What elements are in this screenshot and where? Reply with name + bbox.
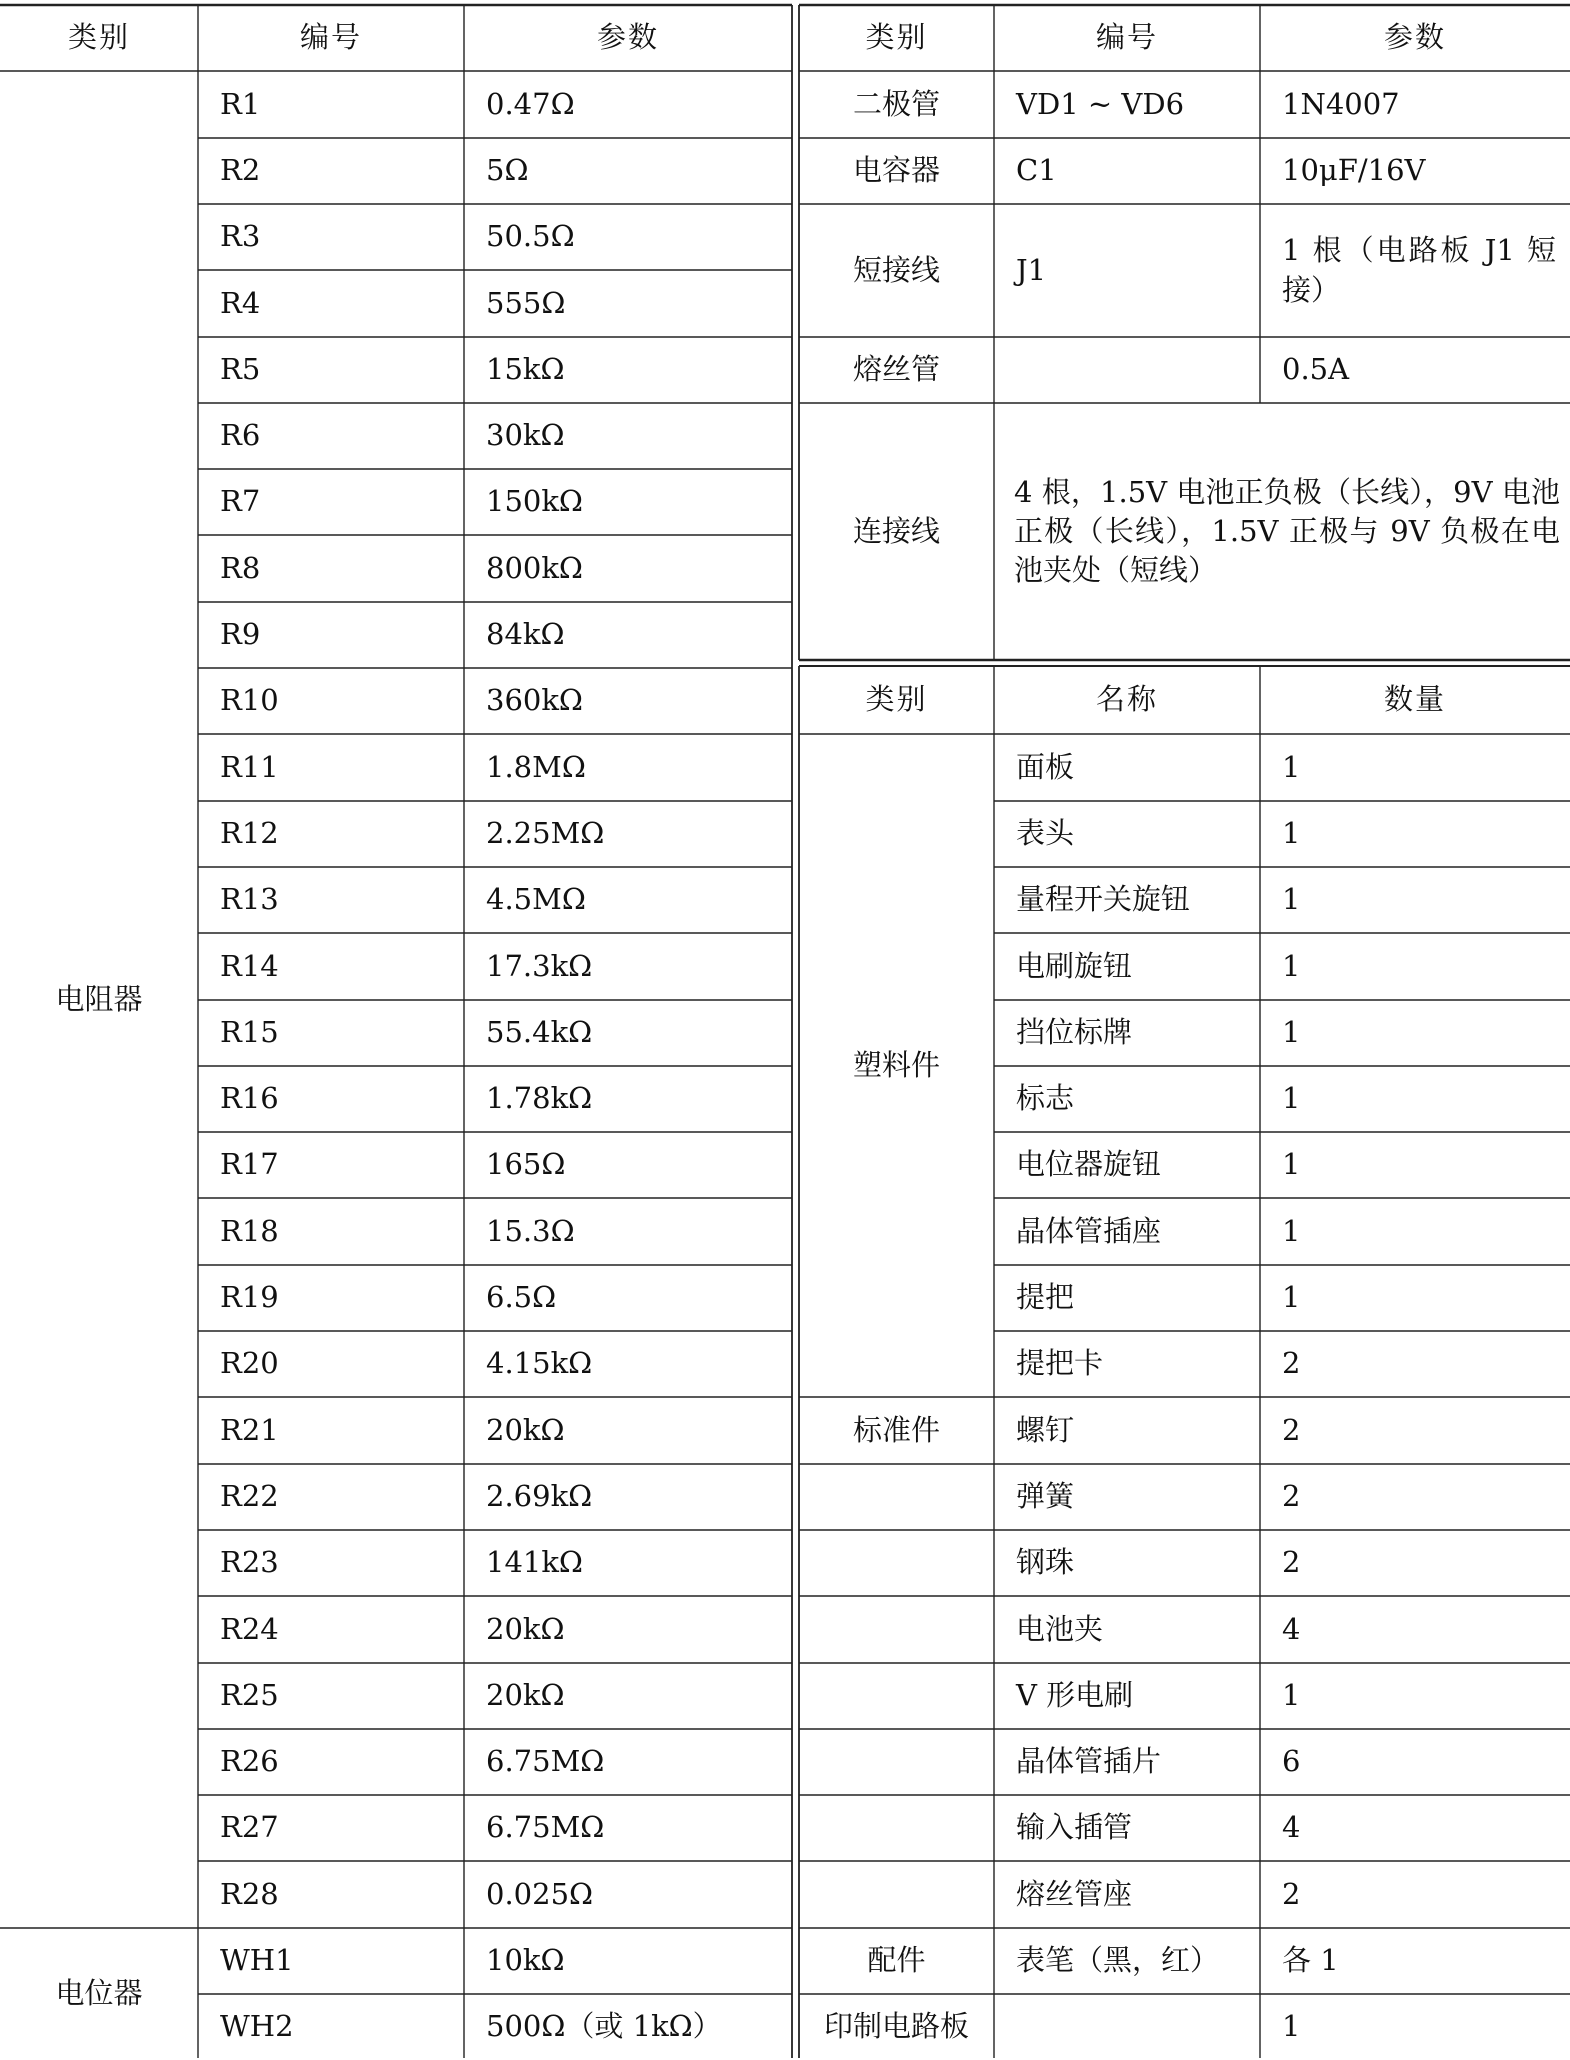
left-row-id-text: R17 — [220, 1147, 279, 1182]
right-bottom-qty-text: 1 — [1282, 749, 1301, 784]
left-row-param-text: 141kΩ — [486, 1545, 583, 1580]
right-bottom-name-text: 面板 — [1016, 749, 1075, 784]
left-row-param-text: 1.8MΩ — [486, 749, 586, 784]
right-bottom-name-text: 电位器旋钮 — [1016, 1147, 1162, 1182]
right-bottom-name — [994, 1000, 1260, 1066]
left-row-param-text: 50.5Ω — [486, 219, 575, 254]
left-row-id — [198, 535, 464, 602]
right-top-param-merged-text: 4 根，1.5V 电池正负极（长线），9V 电池正极（长线），1.5V 正极与 9V 负极在电池夹处（短线） — [1014, 474, 1560, 588]
left-row-param-text: 20kΩ — [486, 1678, 565, 1713]
left-row-param — [464, 801, 792, 867]
left-row-param-text: 4.5MΩ — [486, 882, 586, 917]
left-row-param — [464, 1596, 792, 1663]
right-bottom-header-0-text: 类别 — [865, 682, 928, 717]
left-row-id-text: R27 — [220, 1810, 279, 1845]
left-row-id — [198, 867, 464, 933]
right-top-id — [994, 71, 1260, 138]
left-row-id — [198, 1596, 464, 1663]
left-row-id-text: WH1 — [220, 1943, 294, 1978]
left-row-param — [464, 1265, 792, 1331]
right-bottom-name-text: 熔丝管座 — [1016, 1876, 1133, 1911]
right-bottom-qty-text: 1 — [1282, 1678, 1301, 1713]
right-bottom-qty — [1260, 867, 1570, 933]
left-header-1 — [198, 5, 464, 71]
right-top-category-text: 短接线 — [852, 252, 940, 287]
right-bottom-name — [994, 1331, 1260, 1397]
right-bottom-header-0 — [799, 666, 994, 734]
left-row-id-text: R25 — [220, 1678, 279, 1713]
left-row-param — [464, 1530, 792, 1596]
right-top-category — [799, 71, 994, 138]
right-bottom-category-pcb — [799, 1994, 994, 2060]
right-top-param-text: 1 根（电路板 J1 短接） — [1282, 233, 1556, 307]
left-row-id-text: R12 — [220, 816, 279, 851]
right-bottom-qty — [1260, 1132, 1570, 1198]
right-bottom-name — [994, 1928, 1260, 1994]
right-top-category — [799, 337, 994, 403]
right-bottom-name — [994, 734, 1260, 801]
left-row-param-text: 150kΩ — [486, 484, 583, 519]
right-bottom-qty — [1260, 1861, 1570, 1928]
left-row-param — [464, 933, 792, 1000]
left-row-id — [198, 1928, 464, 1994]
right-bottom-name — [994, 1861, 1260, 1928]
left-row-param-text: 555Ω — [486, 285, 566, 320]
left-row-param-text: 2.25MΩ — [486, 816, 605, 851]
right-bottom-name-text: 钢珠 — [1016, 1545, 1075, 1580]
right-bottom-name — [994, 1994, 1260, 2060]
left-row-param — [464, 1397, 792, 1464]
right-bottom-category-plastic-text: 塑料件 — [852, 1047, 940, 1082]
right-bottom-qty — [1260, 1331, 1570, 1397]
left-row-param — [464, 1729, 792, 1795]
left-row-param — [464, 1994, 792, 2060]
left-row-id-text: R19 — [220, 1280, 279, 1315]
right-top-param — [1260, 337, 1570, 403]
left-row-param — [464, 535, 792, 602]
right-bottom-name-text: V 形电刷 — [1016, 1678, 1134, 1713]
right-bottom-name — [994, 1729, 1260, 1795]
left-row-id — [198, 403, 464, 469]
right-bottom-qty — [1260, 1994, 1570, 2060]
right-bottom-category-pcb-text: 印制电路板 — [823, 2009, 969, 2044]
left-row-param-text: 6.75MΩ — [486, 1810, 605, 1845]
left-header-0-text: 类别 — [67, 20, 130, 55]
right-bottom-header-1 — [994, 666, 1260, 734]
right-bottom-name — [994, 1198, 1260, 1265]
left-category-resistor — [0, 71, 198, 1928]
left-row-param — [464, 1861, 792, 1928]
left-row-id — [198, 1066, 464, 1132]
left-row-param — [464, 337, 792, 403]
left-row-param-text: 30kΩ — [486, 418, 565, 453]
left-row-id — [198, 1994, 464, 2060]
left-row-id — [198, 204, 464, 270]
left-row-id — [198, 1530, 464, 1596]
left-row-id-text: R2 — [220, 153, 261, 188]
right-top-category — [799, 403, 994, 660]
left-row-param-text: 55.4kΩ — [486, 1015, 593, 1050]
right-bottom-name — [994, 1596, 1260, 1663]
left-row-id — [198, 1464, 464, 1530]
left-row-id-text: WH2 — [220, 2009, 294, 2044]
right-top-id — [994, 204, 1260, 337]
left-row-param — [464, 71, 792, 138]
right-bottom-name — [994, 867, 1260, 933]
right-bottom-qty-text: 2 — [1282, 1479, 1301, 1514]
right-bottom-name-text: 电刷旋钮 — [1016, 948, 1133, 983]
right-top-id-text: C1 — [1016, 153, 1057, 188]
left-row-param-text: 20kΩ — [486, 1611, 565, 1646]
right-bottom-qty-text: 1 — [1282, 2009, 1301, 2044]
left-row-id — [198, 1861, 464, 1928]
right-bottom-qty — [1260, 1729, 1570, 1795]
left-row-param-text: 6.75MΩ — [486, 1744, 605, 1779]
left-row-param-text: 0.47Ω — [486, 86, 575, 121]
left-row-id — [198, 1000, 464, 1066]
left-row-id — [198, 668, 464, 734]
left-row-id — [198, 1265, 464, 1331]
left-row-id — [198, 270, 464, 337]
right-bottom-name — [994, 1663, 1260, 1729]
right-bottom-name-text: 晶体管插座 — [1016, 1213, 1162, 1248]
right-bottom-qty-text: 1 — [1282, 948, 1301, 983]
right-bottom-name — [994, 1530, 1260, 1596]
right-bottom-qty — [1260, 1663, 1570, 1729]
left-row-param — [464, 1331, 792, 1397]
left-row-id-text: R4 — [220, 285, 261, 320]
left-row-id-text: R20 — [220, 1346, 279, 1381]
right-bottom-qty-text: 1 — [1282, 1280, 1301, 1315]
left-row-param-text: 17.3kΩ — [486, 948, 593, 983]
right-bottom-qty — [1260, 1464, 1570, 1530]
left-row-id-text: R24 — [220, 1611, 279, 1646]
left-row-id-text: R21 — [220, 1412, 279, 1447]
right-top-id — [994, 138, 1260, 204]
right-top-id — [994, 337, 1260, 403]
right-bottom-qty-text: 4 — [1282, 1611, 1301, 1646]
right-bottom-header-1-text: 名称 — [1095, 682, 1158, 717]
left-row-param — [464, 1795, 792, 1861]
right-bottom-qty-text: 2 — [1282, 1412, 1301, 1447]
left-row-id — [198, 1331, 464, 1397]
right-bottom-name — [994, 933, 1260, 1000]
right-bottom-name-text: 晶体管插片 — [1016, 1744, 1162, 1779]
right-top-category-text: 电容器 — [852, 153, 940, 188]
left-row-id-text: R10 — [220, 683, 279, 718]
left-row-id-text: R3 — [220, 219, 261, 254]
right-bottom-qty — [1260, 1596, 1570, 1663]
left-row-param — [464, 270, 792, 337]
left-row-id-text: R23 — [220, 1545, 279, 1580]
right-bottom-name — [994, 801, 1260, 867]
left-row-param-text: 5Ω — [486, 153, 529, 188]
right-bottom-category-accessory-text: 配件 — [867, 1943, 926, 1978]
right-bottom-category-accessory — [799, 1928, 994, 1994]
right-top-category-text: 熔丝管 — [852, 352, 940, 387]
left-row-id-text: R11 — [220, 749, 279, 784]
left-row-param — [464, 1464, 792, 1530]
left-row-id — [198, 602, 464, 668]
right-bottom-name-text: 弹簧 — [1016, 1479, 1075, 1514]
right-bottom-qty-text: 4 — [1282, 1810, 1301, 1845]
left-row-param — [464, 602, 792, 668]
left-row-id — [198, 138, 464, 204]
right-top-param-text: 0.5A — [1282, 352, 1350, 387]
left-row-param — [464, 204, 792, 270]
left-row-id — [198, 469, 464, 535]
right-top-id-text: J1 — [1016, 252, 1047, 287]
left-header-1-text: 编号 — [299, 20, 362, 55]
left-row-param — [464, 1000, 792, 1066]
left-row-id — [198, 1729, 464, 1795]
left-row-id — [198, 1663, 464, 1729]
right-bottom-category-plastic — [799, 734, 994, 1397]
right-bottom-name-text: 挡位标牌 — [1016, 1015, 1133, 1050]
left-row-param-text: 165Ω — [486, 1147, 566, 1182]
right-top-header-0-text: 类别 — [865, 20, 928, 55]
right-bottom-qty — [1260, 933, 1570, 1000]
left-row-param-text: 20kΩ — [486, 1412, 565, 1447]
left-row-param — [464, 668, 792, 734]
left-row-param-text: 10kΩ — [486, 1943, 565, 1978]
left-row-param-text: 15kΩ — [486, 352, 565, 387]
right-top-category — [799, 138, 994, 204]
right-bottom-name — [994, 1066, 1260, 1132]
left-row-id — [198, 734, 464, 801]
right-bottom-name-text: 螺钉 — [1016, 1412, 1075, 1447]
right-bottom-qty — [1260, 1265, 1570, 1331]
right-top-param-text: 1N4007 — [1282, 86, 1400, 121]
right-bottom-qty — [1260, 1928, 1570, 1994]
left-row-param — [464, 138, 792, 204]
left-row-param-text: 2.69kΩ — [486, 1479, 593, 1514]
left-row-param-text: 1.78kΩ — [486, 1081, 593, 1116]
right-top-header-1-text: 编号 — [1095, 20, 1158, 55]
right-bottom-name-text: 输入插管 — [1016, 1810, 1133, 1845]
right-bottom-name — [994, 1132, 1260, 1198]
right-bottom-name-text: 量程开关旋钮 — [1016, 882, 1191, 917]
left-row-param — [464, 734, 792, 801]
left-row-id-text: R28 — [220, 1876, 279, 1911]
left-row-param — [464, 867, 792, 933]
left-row-param — [464, 1663, 792, 1729]
left-row-id-text: R1 — [220, 86, 261, 121]
right-bottom-qty-text: 1 — [1282, 882, 1301, 917]
left-row-param — [464, 403, 792, 469]
right-bottom-qty — [1260, 1795, 1570, 1861]
left-row-id-text: R22 — [220, 1479, 279, 1514]
right-bottom-name-text: 电池夹 — [1016, 1611, 1104, 1646]
left-row-param-text: 4.15kΩ — [486, 1346, 593, 1381]
left-row-param-text: 6.5Ω — [486, 1280, 557, 1315]
right-bottom-qty — [1260, 734, 1570, 801]
right-bottom-name — [994, 1795, 1260, 1861]
left-row-id — [198, 1198, 464, 1265]
left-header-2-text: 参数 — [596, 20, 659, 55]
left-row-id — [198, 801, 464, 867]
left-category-resistor-text: 电阻器 — [55, 981, 143, 1016]
right-bottom-qty — [1260, 801, 1570, 867]
right-bottom-name-text: 表笔（黑，红） — [1016, 1943, 1220, 1978]
left-row-id-text: R16 — [220, 1081, 279, 1116]
right-bottom-qty — [1260, 1066, 1570, 1132]
right-top-param — [1260, 71, 1570, 138]
right-bottom-name — [994, 1464, 1260, 1530]
right-bottom-qty — [1260, 1000, 1570, 1066]
right-top-header-2 — [1260, 5, 1570, 71]
left-row-param — [464, 1066, 792, 1132]
right-bottom-qty — [1260, 1530, 1570, 1596]
right-bottom-name-text: 提把 — [1016, 1280, 1075, 1315]
left-row-param-text: 500Ω（或 1kΩ） — [486, 2009, 722, 2044]
right-bottom-qty-text: 1 — [1282, 816, 1301, 851]
left-row-param — [464, 1132, 792, 1198]
right-bottom-qty — [1260, 1397, 1570, 1464]
right-top-header-0 — [799, 5, 994, 71]
right-bottom-name — [994, 1265, 1260, 1331]
right-top-category-text: 连接线 — [852, 513, 940, 548]
right-top-category — [799, 204, 994, 337]
left-row-param-text: 360kΩ — [486, 683, 583, 718]
left-row-id-text: R9 — [220, 617, 261, 652]
left-row-param-text: 0.025Ω — [486, 1876, 594, 1911]
left-row-id-text: R7 — [220, 484, 261, 519]
left-header-0 — [0, 5, 198, 71]
right-bottom-qty-text: 各 1 — [1282, 1943, 1339, 1978]
left-row-id-text: R18 — [220, 1213, 279, 1248]
left-header-2 — [464, 5, 792, 71]
left-row-param — [464, 469, 792, 535]
left-row-param-text: 800kΩ — [486, 550, 583, 585]
left-row-id-text: R13 — [220, 882, 279, 917]
right-top-param — [1260, 204, 1570, 337]
left-category-potentiometer-text: 电位器 — [55, 1976, 143, 2011]
right-bottom-qty-text: 1 — [1282, 1213, 1301, 1248]
right-top-param-text: 10μF/16V — [1282, 153, 1426, 188]
left-row-param-text: 84kΩ — [486, 617, 565, 652]
left-row-id — [198, 1132, 464, 1198]
left-row-param — [464, 1198, 792, 1265]
right-bottom-name — [994, 1397, 1260, 1464]
right-top-header-2-text: 参数 — [1383, 20, 1446, 55]
right-bottom-header-2-text: 数量 — [1383, 682, 1446, 717]
right-bottom-header-2 — [1260, 666, 1570, 734]
left-row-id-text: R26 — [220, 1744, 279, 1779]
right-bottom-category-standard-text: 标准件 — [852, 1412, 940, 1447]
left-row-id — [198, 337, 464, 403]
right-top-param — [1260, 138, 1570, 204]
right-bottom-qty-text: 2 — [1282, 1545, 1301, 1580]
right-bottom-qty-text: 2 — [1282, 1876, 1301, 1911]
left-row-id-text: R14 — [220, 948, 279, 983]
right-bottom-category-standard — [799, 1397, 994, 1464]
right-bottom-name-text: 表头 — [1016, 816, 1075, 851]
left-row-id-text: R5 — [220, 352, 261, 387]
right-bottom-qty-text: 6 — [1282, 1744, 1301, 1779]
right-bottom-qty — [1260, 1198, 1570, 1265]
right-top-param-merged — [994, 403, 1570, 660]
right-bottom-qty-text: 1 — [1282, 1081, 1301, 1116]
left-row-id-text: R8 — [220, 550, 261, 585]
right-bottom-qty-text: 1 — [1282, 1015, 1301, 1050]
left-row-id — [198, 1397, 464, 1464]
left-row-id-text: R6 — [220, 418, 261, 453]
left-row-id — [198, 71, 464, 138]
right-bottom-name-text: 标志 — [1016, 1081, 1075, 1116]
right-bottom-qty-text: 1 — [1282, 1147, 1301, 1182]
right-top-category-text: 二极管 — [852, 86, 940, 121]
right-bottom-name-text: 提把卡 — [1016, 1346, 1104, 1381]
left-row-param-text: 15.3Ω — [486, 1213, 575, 1248]
left-row-id — [198, 933, 464, 1000]
right-top-id-text: VD1 ~ VD6 — [1016, 86, 1185, 121]
right-top-header-1 — [994, 5, 1260, 71]
left-row-id — [198, 1795, 464, 1861]
left-category-potentiometer — [0, 1928, 198, 2060]
left-row-param — [464, 1928, 792, 1994]
left-row-id-text: R15 — [220, 1015, 279, 1050]
right-bottom-qty-text: 2 — [1282, 1346, 1301, 1381]
